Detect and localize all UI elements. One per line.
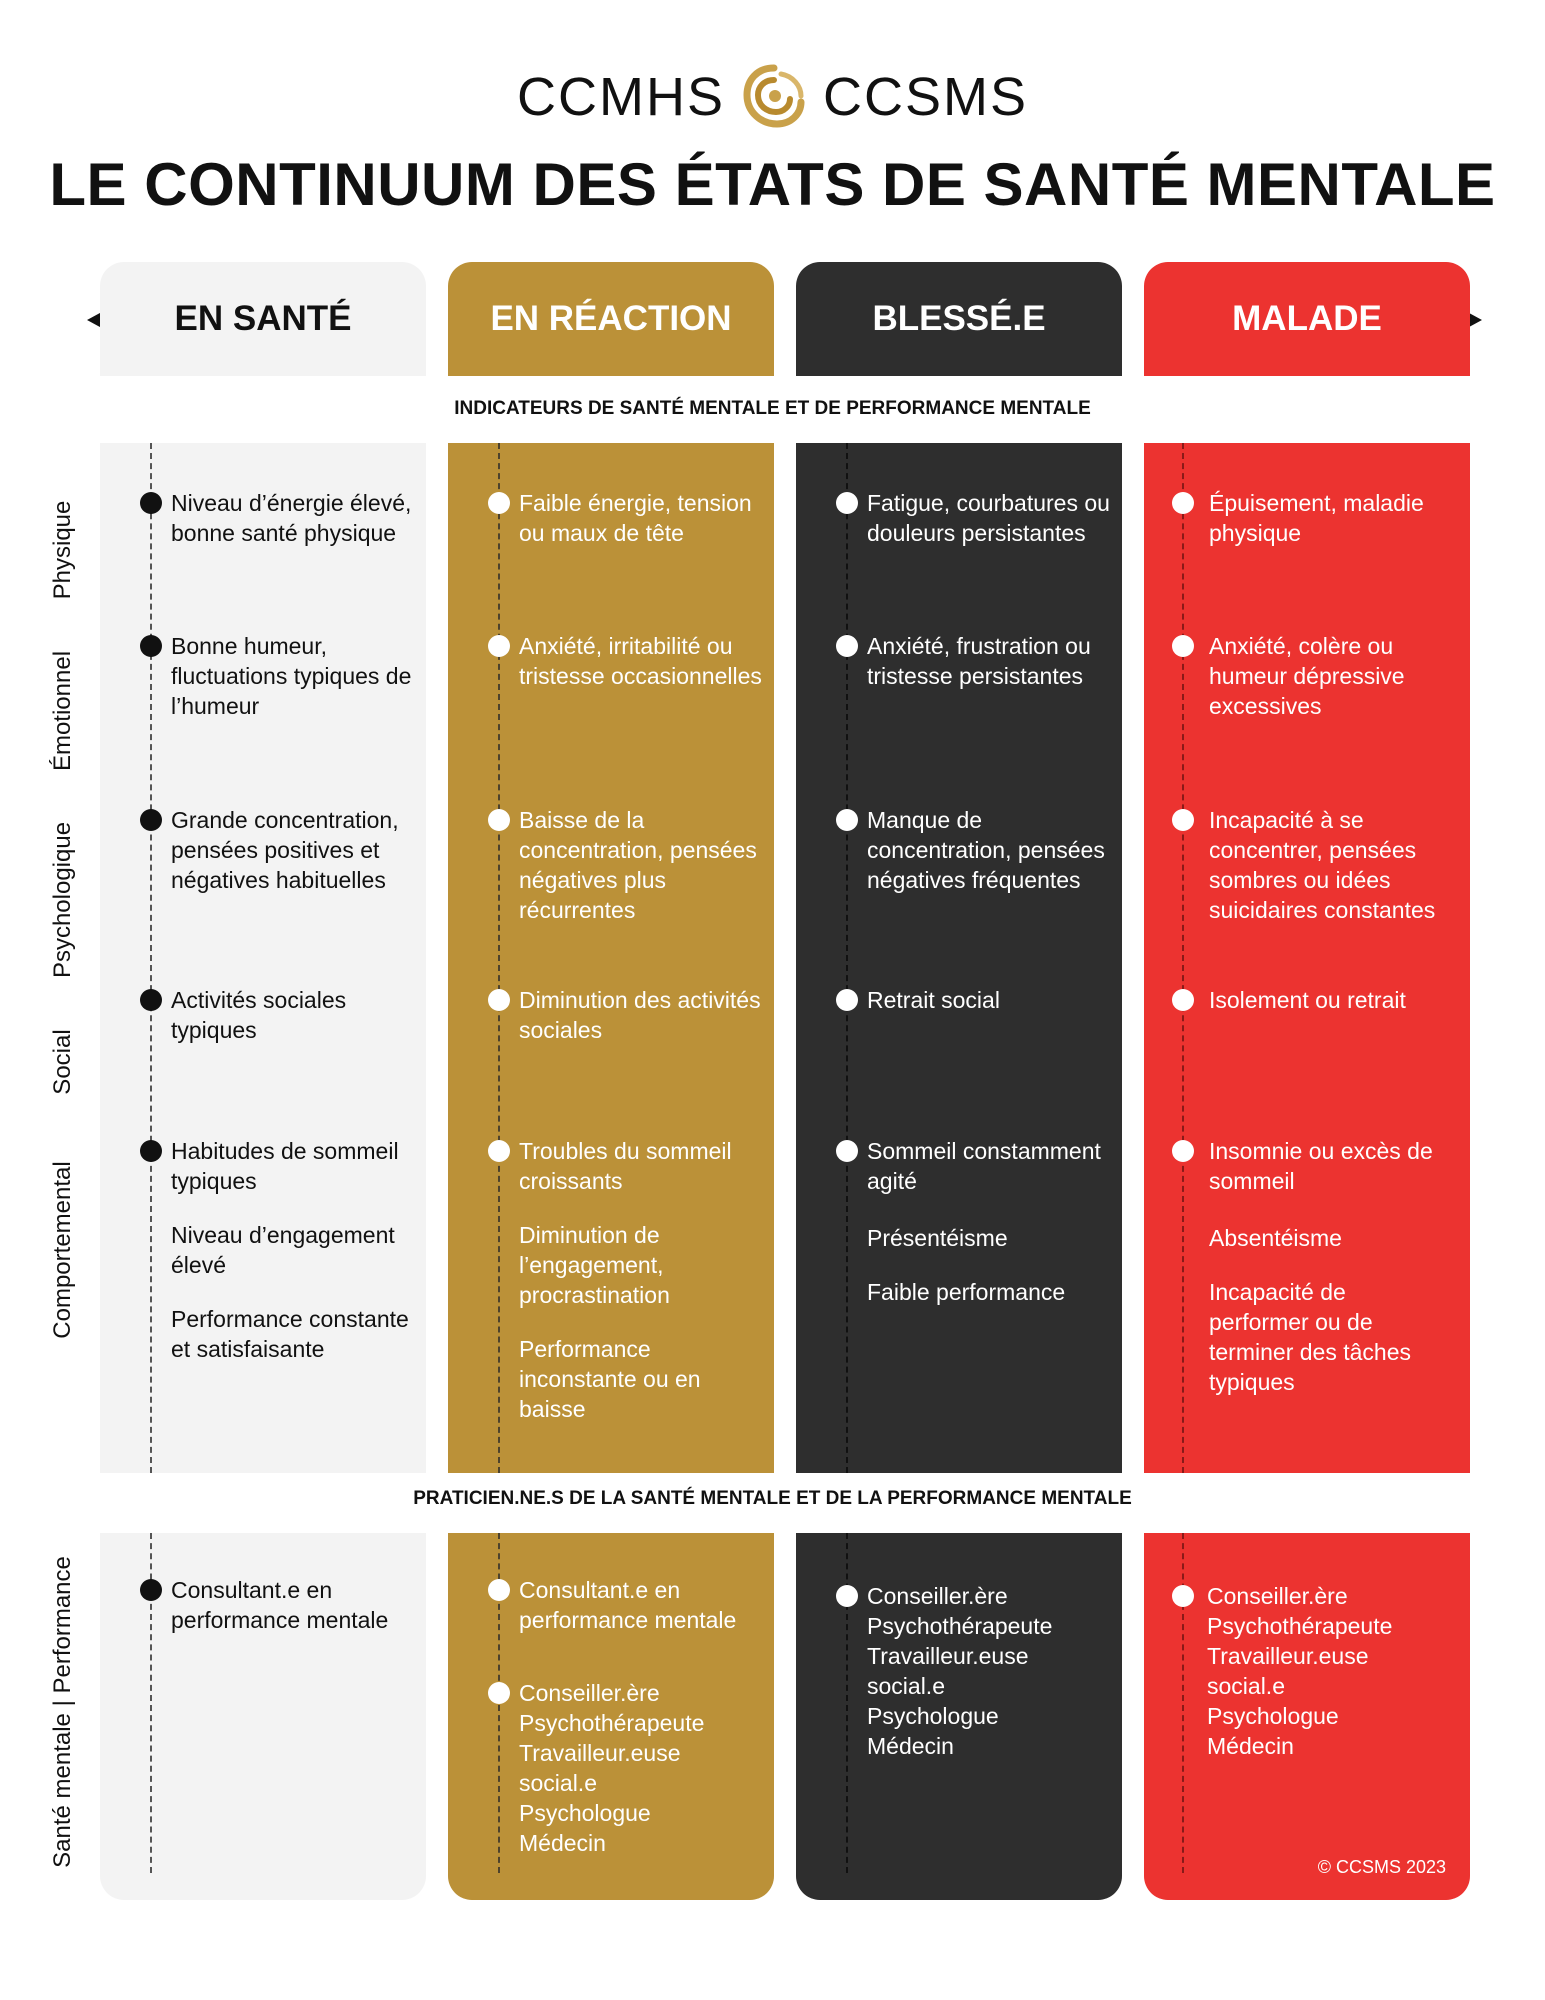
indicator-physique: Faible énergie, tension ou maux de tête — [519, 488, 769, 548]
practitioners-en-sante — [100, 1533, 426, 1900]
bullet-dot — [1172, 809, 1194, 831]
logo-right-text: CCSMS — [822, 67, 1028, 127]
spiral-logo-icon — [741, 62, 807, 132]
practitioner-item: Conseiller.ère Psychothérapeute Travailleur.euse social.e Psychologue Médecin — [519, 1678, 679, 1858]
indicator-comportemental-2: Absentéisme — [1209, 1225, 1342, 1251]
bullet-dot — [140, 989, 162, 1011]
logo-left-text: CCMHS — [516, 67, 725, 127]
indicator-comportemental-2: Niveau d’engagement élevé — [171, 1222, 395, 1278]
indicator-emotionnel: Anxiété, frustration ou tristesse persistantes — [867, 631, 1117, 691]
logo — [0, 62, 1545, 132]
bullet-dot — [488, 492, 510, 514]
indicator-comportemental-3: Incapacité de performer ou de terminer des tâches typiques — [1209, 1279, 1411, 1395]
copyright-text: © CCSMS 2023 — [1317, 1857, 1446, 1877]
indicator-physique: Niveau d’énergie élevé, bonne santé physique — [171, 488, 421, 548]
practitioners-malade — [1144, 1533, 1470, 1900]
dashed-timeline — [498, 443, 500, 1473]
bullet-dot — [140, 635, 162, 657]
indicator-social: Isolement ou retrait — [1209, 985, 1464, 1015]
indicator-social: Diminution des activités sociales — [519, 985, 769, 1045]
dashed-timeline — [1182, 443, 1184, 1473]
indicator-comportemental-1: Habitudes de sommeil typiques — [171, 1136, 421, 1196]
bullet-dot — [488, 635, 510, 657]
header-en-sante: EN SANTÉ — [100, 262, 426, 376]
indicator-comportemental-2: Présentéisme — [867, 1225, 1008, 1251]
practitioner-item: Conseiller.ère Psychothérapeute Travailleur.euse social.e Psychologue Médecin — [1207, 1581, 1367, 1761]
header-malade: MALADE — [1144, 262, 1470, 376]
indicator-physique: Fatigue, courbatures ou douleurs persistantes — [867, 488, 1117, 548]
section-indicators-title: INDICATEURS DE SANTÉ MENTALE ET DE PERFORMANCE MENTALE — [454, 398, 1091, 419]
indicator-emotionnel: Anxiété, colère ou humeur dépressive excessives — [1209, 631, 1464, 721]
bullet-dot — [488, 1140, 510, 1162]
page-title: LE CONTINUUM DES ÉTATS DE SANTÉ MENTALE — [49, 151, 1496, 218]
indicators-en-sante — [100, 443, 426, 1473]
header-en-reaction: EN RÉACTION — [448, 262, 774, 376]
indicator-social: Retrait social — [867, 985, 1117, 1015]
indicator-comportemental-2: Diminution de l’engagement, procrastination — [519, 1222, 670, 1308]
indicator-comportemental-1: Troubles du sommeil croissants — [519, 1136, 769, 1196]
indicator-physique: Épuisement, maladie physique — [1209, 488, 1464, 548]
bullet-dot — [836, 492, 858, 514]
bullet-dot — [836, 989, 858, 1011]
bullet-dot — [1172, 492, 1194, 514]
bullet-dot — [1172, 1140, 1194, 1162]
indicator-comportemental-3: Performance constante et satisfaisante — [171, 1306, 409, 1362]
bullet-dot — [836, 809, 858, 831]
bullet-dot — [488, 1682, 510, 1704]
bullet-dot — [836, 635, 858, 657]
dashed-timeline — [150, 443, 152, 1473]
indicator-psychologique: Manque de concentration, pensées négatives fréquentes — [867, 805, 1117, 895]
indicators-en-reaction — [448, 443, 774, 1473]
practitioners-en-reaction — [448, 1533, 774, 1900]
bullet-dot — [1172, 989, 1194, 1011]
indicator-comportemental-1: Sommeil constamment agité — [867, 1136, 1117, 1196]
bullet-dot — [836, 1140, 858, 1162]
dashed-timeline — [846, 1533, 848, 1873]
indicator-psychologique: Incapacité à se concentrer, pensées sombres ou idées suicidaires constantes — [1209, 805, 1464, 925]
indicator-comportemental-1: Insomnie ou excès de sommeil — [1209, 1136, 1464, 1196]
bullet-dot — [1172, 635, 1194, 657]
practitioner-item: Conseiller.ère Psychothérapeute Travailleur.euse social.e Psychologue Médecin — [867, 1581, 1027, 1761]
header-blesse: BLESSÉ.E — [796, 262, 1122, 376]
indicators-malade — [1144, 443, 1470, 1473]
indicator-emotionnel: Bonne humeur, fluctuations typiques de l’humeur — [171, 631, 421, 721]
dashed-timeline — [846, 443, 848, 1473]
indicator-emotionnel: Anxiété, irritabilité ou tristesse occasionnelles — [519, 631, 769, 691]
section-practitioners-title: PRATICIEN.NE.S DE LA SANTÉ MENTALE ET DE LA PERFORMANCE MENTALE — [413, 1488, 1132, 1509]
bullet-dot — [1172, 1585, 1194, 1607]
indicators-blesse — [796, 443, 1122, 1473]
dashed-timeline — [1182, 1533, 1184, 1873]
practitioner-item: Consultant.e en performance mentale — [519, 1575, 769, 1635]
bullet-dot — [488, 1579, 510, 1601]
bullet-dot — [140, 1140, 162, 1162]
indicator-comportemental-3: Performance inconstante ou en baisse — [519, 1336, 701, 1422]
indicator-psychologique: Grande concentration, pensées positives et négatives habituelles — [171, 805, 421, 895]
practitioner-item: Consultant.e en performance mentale — [171, 1575, 421, 1635]
bullet-dot — [140, 492, 162, 514]
bullet-dot — [488, 989, 510, 1011]
bullet-dot — [488, 809, 510, 831]
bullet-dot — [140, 809, 162, 831]
indicator-social: Activités sociales typiques — [171, 985, 421, 1045]
bullet-dot — [140, 1579, 162, 1601]
practitioners-blesse — [796, 1533, 1122, 1900]
indicator-psychologique: Baisse de la concentration, pensées négatives plus récurrentes — [519, 805, 769, 925]
indicator-comportemental-3: Faible performance — [867, 1279, 1066, 1305]
bullet-dot — [836, 1585, 858, 1607]
